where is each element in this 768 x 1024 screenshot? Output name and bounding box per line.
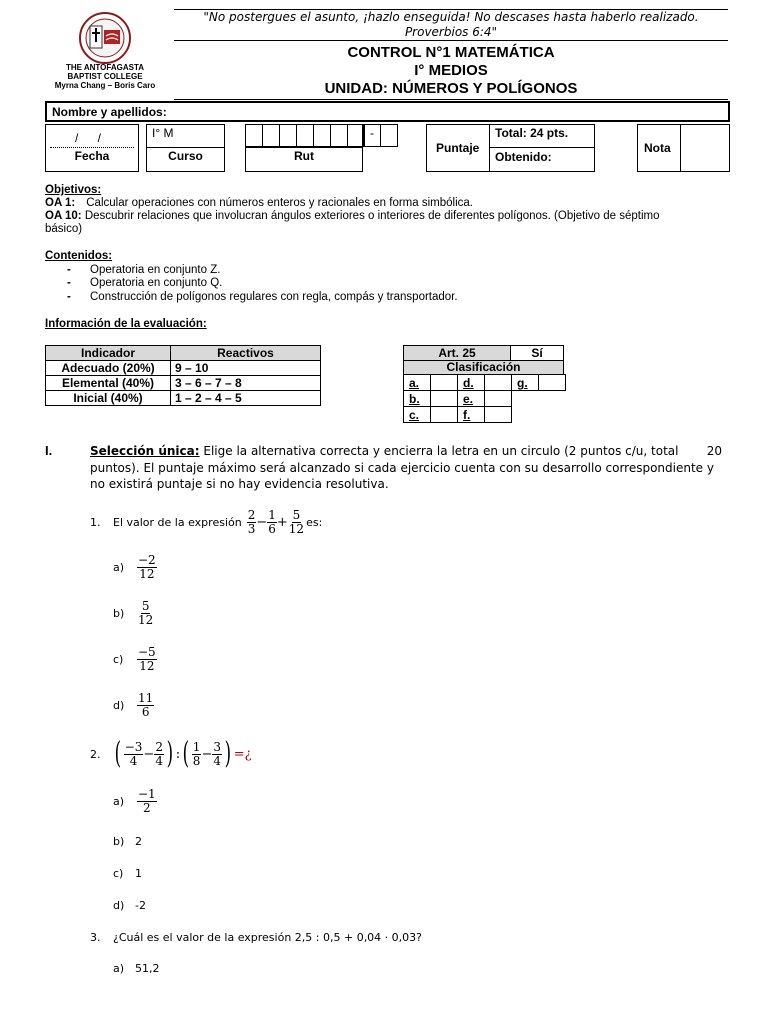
classification-check-cell[interactable] bbox=[430, 374, 458, 391]
rut-digit-cell[interactable] bbox=[245, 124, 263, 147]
contents-item: - Operatoria en conjunto Q. bbox=[67, 277, 223, 289]
rut-digit-cell[interactable] bbox=[279, 124, 297, 147]
classification-check-cell[interactable] bbox=[484, 390, 512, 407]
rut-dash: - bbox=[370, 126, 374, 140]
option-1c[interactable]: c) $\frac{-5}{12}$ bbox=[113, 644, 156, 673]
contents-item: - Construcción de polígonos regulares con regla, compás y transportador. bbox=[67, 290, 458, 303]
date-label: Fecha bbox=[74, 149, 110, 163]
table-row: Inicial (40%) 1 – 2 – 4 – 5 bbox=[46, 391, 321, 406]
rut-label: Rut bbox=[294, 149, 314, 163]
rut-digit-cell[interactable] bbox=[313, 124, 331, 147]
oa10-code: OA 10: bbox=[45, 210, 82, 222]
option-2a[interactable]: a) $\frac{-1}{2}$ bbox=[113, 786, 156, 815]
score-box bbox=[426, 124, 595, 172]
table-row: Adecuado (20%) 9 – 10 bbox=[46, 361, 321, 376]
question-number: 2. bbox=[90, 747, 101, 761]
contents-item: - Operatoria en conjunto Z. bbox=[67, 263, 221, 276]
section-total: 20 bbox=[706, 444, 722, 458]
course-value: I° M bbox=[152, 126, 174, 140]
score-total: Total: 24 pts. bbox=[495, 126, 569, 140]
option-2d[interactable]: d) -2 bbox=[113, 899, 146, 912]
classification-letter-cell: e. bbox=[457, 390, 485, 407]
classification-check-cell[interactable] bbox=[484, 374, 512, 391]
rut-digit-cell[interactable] bbox=[296, 124, 314, 147]
objectives-heading: Objetivos: bbox=[45, 184, 102, 196]
question-2: 2. ( $\frac{-3}{4}$ − $\frac{2}{4}$ ) : ( $\frac{1}{8}$ − $\frac{3}{4}$ ) =¿ bbox=[90, 736, 252, 771]
section-numeral: I. bbox=[45, 443, 53, 458]
option-2b[interactable]: b) 2 bbox=[113, 835, 142, 848]
section-instructions: Selección única: Elige la alternativa correcta y encierra la letra en un circulo (2 puntos c/u, total 20 puntos). El puntaje máximo será alcanzado si cada ejercicio cuenta con su desarrollo correspondiente y no existirá puntaje si no hay evidencia resolutiva. bbox=[90, 444, 722, 491]
rut-digit-cell[interactable] bbox=[262, 124, 280, 147]
date-value: / / bbox=[74, 131, 109, 145]
oa10-text-cont: básico) bbox=[45, 223, 83, 235]
contents-heading: Contenidos: bbox=[45, 250, 113, 262]
classification-letter-cell: d. bbox=[457, 374, 485, 391]
art25-cell: Art. 25 bbox=[403, 345, 511, 361]
score-label: Puntaje bbox=[436, 141, 480, 155]
table-row: Elemental (40%) 3 – 6 – 7 – 8 bbox=[46, 376, 321, 391]
classification-header: Clasificación bbox=[403, 360, 564, 375]
oa10-text: Descubrir relaciones que involucran ángulos exteriores o interiores de diferentes polígonos. (Objetivo de séptimo bbox=[84, 210, 660, 222]
classification-letter-cell: f. bbox=[457, 406, 485, 423]
section-title: Selección única: bbox=[90, 444, 200, 458]
si-cell[interactable]: Sí bbox=[510, 345, 564, 361]
option-2c[interactable]: c) 1 bbox=[113, 867, 142, 880]
date-box[interactable] bbox=[45, 124, 139, 172]
question-3 bbox=[90, 931, 422, 944]
score-obtained[interactable]: Obtenido: bbox=[495, 150, 552, 164]
oa1-text: Calcular operaciones con números enteros y racionales en forma simbólica. bbox=[86, 197, 473, 209]
classification-check-cell[interactable] bbox=[430, 390, 458, 407]
option-3a[interactable]: a) 51,2 bbox=[113, 962, 160, 975]
rut-dash-cell[interactable] bbox=[363, 124, 381, 147]
question-stem: ¿Cuál es el valor de la expresión 2,5 : 0,5 + 0,04 · 0,03? bbox=[113, 931, 423, 944]
school-seal-icon bbox=[68, 12, 142, 64]
option-1d[interactable]: d) $\frac{11}{6}$ bbox=[113, 690, 154, 719]
objectives-section bbox=[45, 184, 735, 236]
option-1a[interactable]: a) $\frac{-2}{12}$ bbox=[113, 552, 156, 581]
classification-letter-cell: c. bbox=[403, 406, 431, 423]
page-title: CONTROL N°1 MATEMÁTICA I° MEDIOS UNIDAD: NÚMEROS Y POLÍGONOS bbox=[324, 44, 578, 97]
header-bottom-rule bbox=[174, 99, 728, 100]
question-stem: El valor de la expresión bbox=[113, 515, 242, 529]
evaluation-heading: Información de la evaluación: bbox=[45, 318, 207, 330]
grade-box[interactable] bbox=[637, 124, 730, 172]
contents-section bbox=[45, 250, 735, 304]
course-label: Curso bbox=[168, 149, 203, 163]
classification-letter-cell: a. bbox=[403, 374, 431, 391]
classification-letter-cell: g. bbox=[511, 374, 539, 391]
classification-check-cell[interactable] bbox=[484, 406, 512, 423]
bible-quote: "No postergues el asunto, ¡hazlo enseguida! No descases hasta haberlo realizado. Proverbios 6:4" bbox=[203, 10, 699, 39]
reactivos-header: Reactivos bbox=[171, 346, 321, 361]
classification-letter-cell: b. bbox=[403, 390, 431, 407]
name-field[interactable] bbox=[45, 101, 730, 122]
header-quote-rule bbox=[174, 40, 728, 41]
course-box[interactable] bbox=[146, 124, 225, 172]
classification-check-cell[interactable] bbox=[538, 374, 566, 391]
school-logo bbox=[68, 12, 142, 64]
option-1b[interactable]: b) $\frac{5}{12}$ bbox=[113, 598, 154, 627]
name-label: Nombre y apellidos: bbox=[52, 105, 167, 119]
oa1-code: OA 1: bbox=[45, 197, 76, 209]
rut-check-digit-cell[interactable] bbox=[380, 124, 398, 147]
indicator-table bbox=[45, 345, 321, 406]
question-number: 3. bbox=[90, 931, 101, 944]
rut-digit-cell[interactable] bbox=[330, 124, 348, 147]
question-1: 1. El valor de la expresión $\frac{2}{3}$ − $\frac{1}{6}$ + $\frac{5}{12}$ es: bbox=[90, 507, 323, 536]
question-number: 1. bbox=[90, 515, 101, 529]
grade-label: Nota bbox=[644, 141, 671, 155]
classification-check-cell[interactable] bbox=[430, 406, 458, 423]
indicator-header: Indicador bbox=[46, 346, 171, 361]
school-name: THE ANTOFAGASTA BAPTIST COLLEGE Myrna Chang – Boris Caro bbox=[54, 63, 156, 90]
